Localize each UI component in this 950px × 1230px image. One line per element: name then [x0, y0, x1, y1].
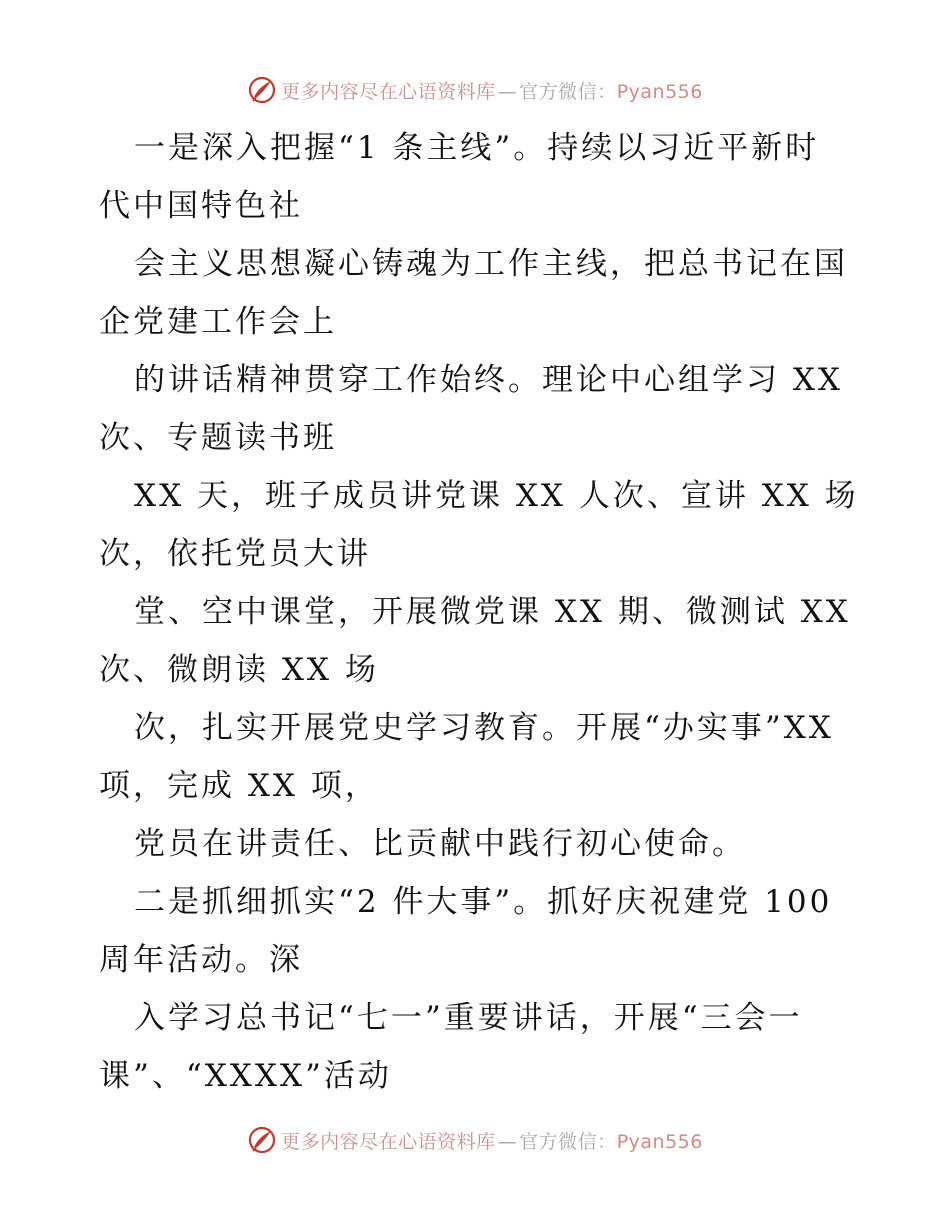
- paragraph-line: 党员在讲责任、比贡献中践行初心使命。: [134, 826, 746, 862]
- watermark-text: [281, 77, 703, 104]
- paragraph-line: 项，完成 XX 项，: [99, 768, 379, 804]
- paragraph-line: 堂、空中课堂，开展微党课 XX 期、微测试 XX: [134, 594, 851, 630]
- paragraph-line: 入学习总书记“七一”重要讲话，开展“三会一: [134, 1000, 803, 1036]
- paragraph-line: 次，依托党员大讲: [99, 536, 371, 572]
- paragraph-line: 课”、“XXXX”活动: [99, 1058, 392, 1094]
- watermark-separator: —: [497, 1130, 518, 1153]
- paragraph-line: 次、微朗读 XX 场: [99, 652, 379, 688]
- paragraph-line: 会主义思想凝心铸魂为工作主线，把总书记在国: [134, 246, 848, 282]
- watermark-site-text: 更多内容尽在心语资料库: [281, 1130, 496, 1153]
- watermark-official-label: 官方微信：: [519, 80, 617, 103]
- footer-watermark: [0, 1122, 950, 1158]
- header-watermark: [0, 72, 950, 108]
- paragraph-line: XX 天，班子成员讲党课 XX 人次、宣讲 XX 场: [134, 478, 859, 514]
- quill-seal-icon: [247, 75, 277, 105]
- paragraph-line: 二是抓细抓实“2 件大事”。抓好庆祝建党 100: [134, 884, 833, 920]
- paragraph-line: 企党建工作会上: [99, 304, 337, 340]
- watermark-site-text: 更多内容尽在心语资料库: [281, 80, 496, 103]
- paragraph-line: 一是深入把握“1 条主线”。持续以习近平新时: [134, 130, 820, 166]
- watermark-wechat-id: Pyan556: [616, 1130, 703, 1153]
- watermark-official-label: 官方微信：: [519, 1130, 617, 1153]
- quill-seal-icon: [247, 1125, 277, 1155]
- paragraph-line: 代中国特色社: [99, 188, 303, 224]
- watermark-separator: —: [497, 80, 518, 103]
- paragraph-line: 的讲话精神贯穿工作始终。理论中心组学习 XX: [134, 362, 843, 398]
- paragraph-line: 周年活动。深: [99, 942, 303, 978]
- paragraph-line: 次、专题读书班: [99, 420, 337, 456]
- watermark-wechat-id: Pyan556: [616, 80, 703, 103]
- paragraph-line: 次，扎实开展党史学习教育。开展“办实事”XX: [134, 710, 834, 746]
- watermark-text: [281, 1127, 703, 1154]
